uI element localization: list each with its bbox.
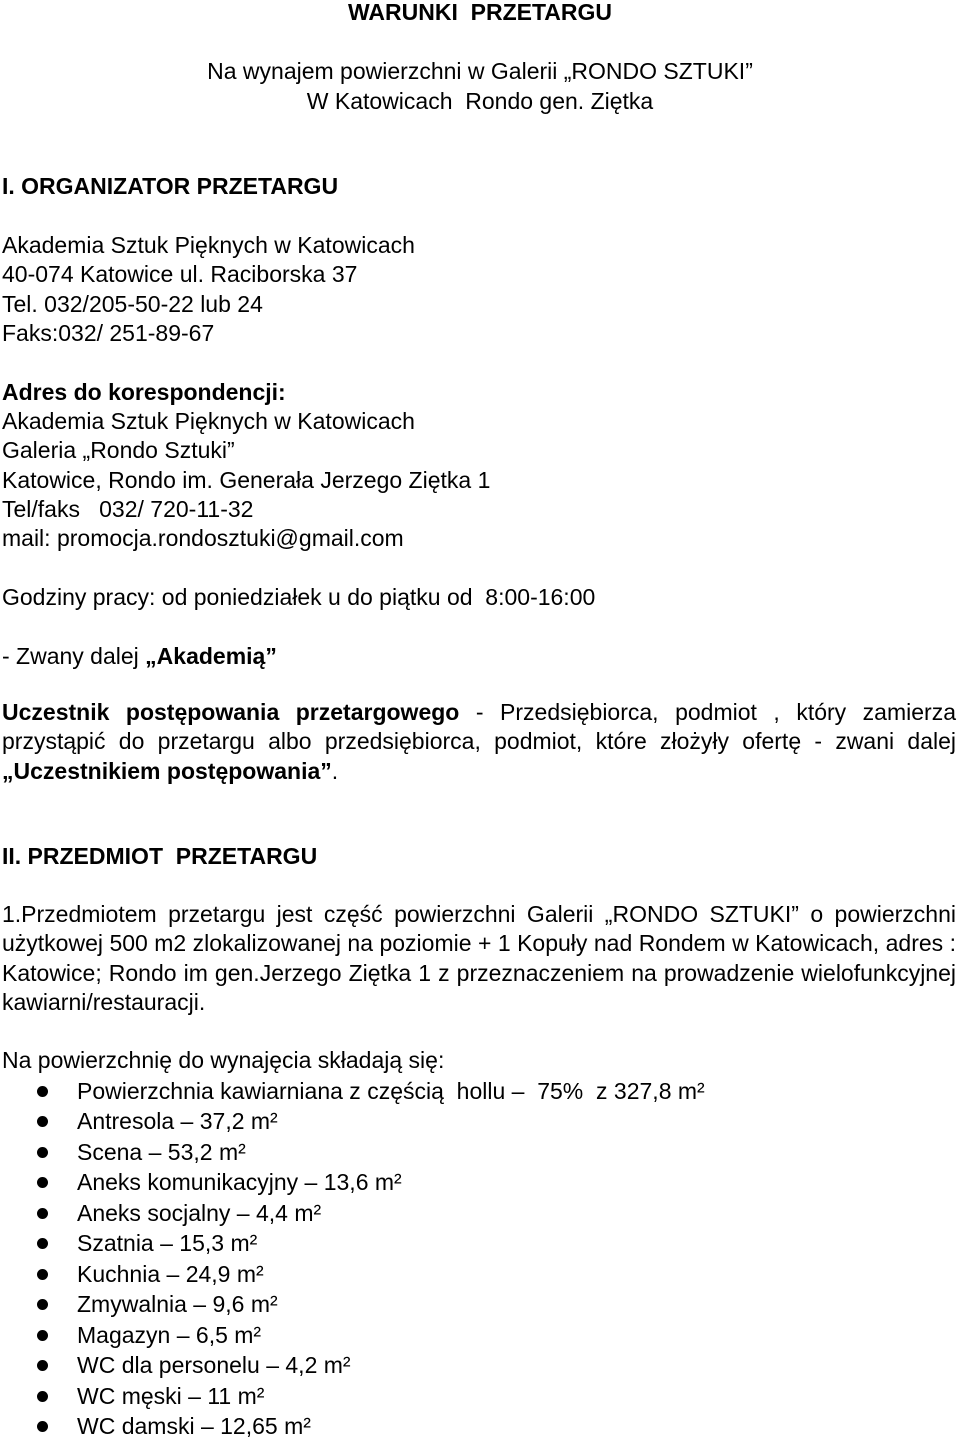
bullet-icon <box>37 1147 48 1158</box>
list-item: Antresola – 37,2 m² <box>77 1108 278 1134</box>
participant-name: „Uczestnikiem postępowania” <box>2 757 332 784</box>
participant-definition <box>2 698 956 786</box>
correspondence-name: Akademia Sztuk Pięknych w Katowicach <box>2 408 415 434</box>
bullet-icon <box>37 1391 48 1402</box>
subtitle-line-2: W Katowicach Rondo gen. Ziętka <box>306 88 654 114</box>
subject-paragraph: 1.Przedmiotem przetargu jest część powierzchni Galerii „RONDO SZTUKI” o powierzchni użytkowej 500 m2 zlokalizowanej na poziomie + 1 Kopuły nad Rondem w Katowicach, adres : Katowice; Rondo im gen.Jerzego Ziętka 1 z przeznaczeniem na prowadzenie wielofunkcyjnej kawiarni/restauracji. <box>2 901 956 1015</box>
bullet-icon <box>37 1208 48 1219</box>
document-title: WARUNKI PRZETARGU <box>347 0 613 25</box>
list-item: WC dla personelu – 4,2 m² <box>77 1352 351 1378</box>
section-1-heading: I. ORGANIZATOR PRZETARGU <box>2 173 339 199</box>
organizer-name: Akademia Sztuk Pięknych w Katowicach <box>2 232 415 258</box>
called-prefix: - Zwany dalej <box>2 643 146 669</box>
participant-text: - Przedsiębiorca, podmiot , który zamierza przystąpić do przetargu albo przedsiębiorca, podmiot, które złożyły ofertę - zwani dalej <box>2 699 956 755</box>
participant-end: . <box>331 757 339 784</box>
bullet-icon <box>37 1360 48 1371</box>
bullet-icon <box>37 1330 48 1341</box>
bullet-icon <box>37 1299 48 1310</box>
subtitle-line-1: Na wynajem powierzchni w Galerii „RONDO SZTUKI” <box>207 58 753 84</box>
bullet-icon <box>37 1086 48 1097</box>
correspondence-heading: Adres do korespondencji: <box>2 379 286 405</box>
organizer-address: 40-074 Katowice ul. Raciborska 37 <box>2 261 358 287</box>
list-item: Szatnia – 15,3 m² <box>77 1230 258 1256</box>
list-item: Powierzchnia kawiarniana z częścią hollu – 75% z 327,8 m² <box>77 1078 705 1104</box>
list-item: Zmywalnia – 9,6 m² <box>77 1291 278 1317</box>
office-hours: Godziny pracy: od poniedziałek u do piątku od 8:00-16:00 <box>2 584 596 610</box>
called-name: „Akademią” <box>145 643 277 669</box>
list-item: WC damski – 12,65 m² <box>77 1413 311 1439</box>
list-item: Scena – 53,2 m² <box>77 1139 246 1165</box>
organizer-fax: Faks:032/ 251-89-67 <box>2 320 215 346</box>
organizer-phone: Tel. 032/205-50-22 lub 24 <box>2 291 263 317</box>
bullet-icon <box>37 1238 48 1249</box>
correspondence-mail: mail: promocja.rondosztuki@gmail.com <box>2 525 404 551</box>
section-2-heading: II. PRZEDMIOT PRZETARGU <box>2 843 318 869</box>
correspondence-gallery: Galeria „Rondo Sztuki” <box>2 437 235 463</box>
list-item: Magazyn – 6,5 m² <box>77 1322 262 1348</box>
list-item: Kuchnia – 24,9 m² <box>77 1261 264 1287</box>
bullet-icon <box>37 1116 48 1127</box>
correspondence-telfax: Tel/faks 032/ 720-11-32 <box>2 496 254 522</box>
list-intro: Na powierzchnię do wynajęcia składają się: <box>2 1047 445 1073</box>
bullet-icon <box>37 1177 48 1188</box>
participant-term: Uczestnik postępowania przetargowego <box>2 699 460 725</box>
list-item: Aneks socjalny – 4,4 m² <box>77 1200 322 1226</box>
list-item: WC męski – 11 m² <box>77 1383 265 1409</box>
list-item: Aneks komunikacyjny – 13,6 m² <box>77 1169 402 1195</box>
bullet-icon <box>37 1269 48 1280</box>
called-line <box>2 642 277 670</box>
correspondence-address: Katowice, Rondo im. Generała Jerzego Ziętka 1 <box>2 467 491 493</box>
bullet-icon <box>37 1421 48 1432</box>
